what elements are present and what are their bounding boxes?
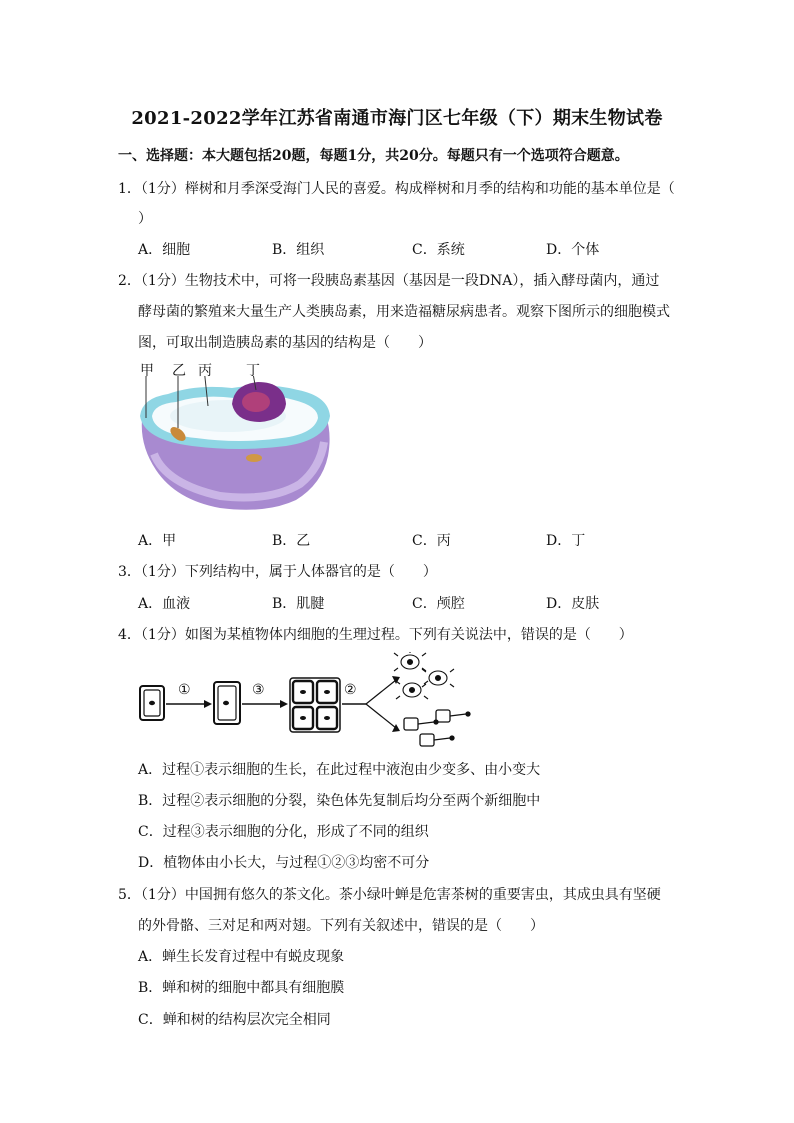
q2-option-a: A．甲 (138, 533, 177, 549)
q5-option-b: B．蝉和树的细胞中都具有细胞膜 (138, 980, 345, 996)
question-2-text: 2．（1分）生物技术中，可将一段胰岛素基因（基因是一段DNA），插入酵母菌内，通过 (118, 273, 660, 289)
q1-option-d: D．个体 (546, 242, 600, 258)
question-2-text-cont2: 图，可取出制造胰岛素的基因的结构是（ ） (138, 335, 432, 351)
question-5-text-cont: 的外骨骼、三对足和两对翅。下列有关叙述中，错误的是（ ） (138, 918, 544, 934)
label-ding: 丁 (246, 363, 260, 379)
page-title: 2021-2022学年江苏省南通市海门区七年级（下）期末生物试卷 (131, 108, 663, 129)
q4-option-a: A．过程①表示细胞的生长，在此过程中液泡由少变多、由小变大 (138, 762, 541, 778)
question-1-text-cont: ） (138, 211, 152, 227)
q3-option-a: A．血液 (138, 596, 191, 612)
label-yi: 乙 (172, 363, 186, 379)
q1-option-a: A．细胞 (138, 242, 191, 258)
step-3-label: ③ (252, 682, 265, 698)
q3-option-d: D．皮肤 (546, 596, 600, 612)
section-heading: 一、选择题：本大题包括20题，每题1分，共20分。每题只有一个选项符合题意。 (118, 148, 629, 164)
q5-option-c: C．蝉和树的结构层次完全相同 (138, 1012, 331, 1028)
step-1-label: ① (178, 682, 191, 698)
q3-option-c: C．颅腔 (412, 596, 465, 612)
q5-option-a: A．蝉生长发育过程中有蜕皮现象 (138, 949, 345, 965)
label-jia: 甲 (140, 363, 154, 379)
label-bing: 丙 (198, 363, 212, 379)
q2-option-b: B．乙 (272, 533, 311, 549)
step-2-label: ② (344, 682, 357, 698)
q2-option-d: D．丁 (546, 533, 586, 549)
question-3-text: 3．（1分）下列结构中，属于人体器官的是（ ） (118, 564, 437, 580)
q1-option-b: B．组织 (272, 242, 325, 258)
q4-option-c: C．过程③表示细胞的分化，形成了不同的组织 (138, 824, 429, 840)
question-5-text: 5．（1分）中国拥有悠久的茶文化。茶小绿叶蝉是危害茶树的重要害虫，其成虫具有坚硬 (118, 887, 661, 903)
question-1-text: 1．（1分）榉树和月季深受海门人民的喜爱。构成榉树和月季的结构和功能的基本单位是（ (118, 181, 675, 197)
q3-option-b: B．肌腱 (272, 596, 325, 612)
question-2-text-cont: 酵母菌的繁殖来大量生产人类胰岛素，用来造福糖尿病患者。观察下图所示的细胞模式 (138, 304, 670, 320)
q4-option-d: D．植物体由小长大，与过程①②③均密不可分 (138, 855, 430, 871)
plant-cell-diagram (136, 376, 336, 516)
cell-process-diagram (136, 652, 481, 752)
q2-option-c: C．丙 (412, 533, 451, 549)
question-4-text: 4．（1分）如图为某植物体内细胞的生理过程。下列有关说法中，错误的是（ ） (118, 627, 633, 643)
q4-option-b: B．过程②表示细胞的分裂，染色体先复制后均分至两个新细胞中 (138, 793, 541, 809)
q1-option-c: C．系统 (412, 242, 465, 258)
